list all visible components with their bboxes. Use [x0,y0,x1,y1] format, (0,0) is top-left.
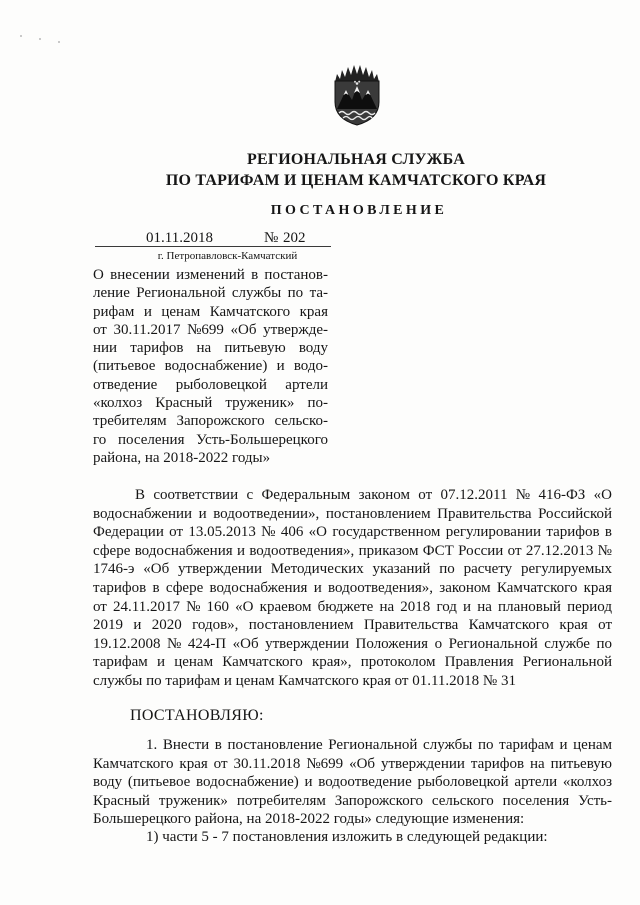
subject-line: от 30.11.2017 №699 «Об утвержде- [93,321,328,338]
preamble-paragraph [93,486,612,691]
org-name-line2: ПО ТАРИФАМ И ЦЕНАМ КАМЧАТСКОГО КРАЯ [165,172,547,189]
scan-speck [58,41,60,43]
preamble-line: 1746-э «Об утверждении Методических указаний по расчету регулируемых [93,561,612,578]
subitem-1-paragraph [93,828,612,847]
scan-speck [39,38,41,40]
item-1-line: 1. Внести в постановление Региональной службы по тарифам и ценам [146,737,612,753]
subject-line: требителям Запорожского сельско- [93,413,328,430]
item-1-line: Камчатского края от 30.11.2018 №699 «Об утверждении тарифов на питьевую [93,755,612,772]
preamble-line: 2019 и 2020 годов», постановлением Правительства Камчатского края от [93,617,612,634]
subject-line: района, на 2018-2022 годы» [93,449,271,466]
number-sign: № [264,230,279,246]
subject-line: го поселения Усть-Большерецкого [93,431,328,448]
subject-line: ление Региональной службы по та- [93,285,328,302]
issue-city: г. Петропавловск-Камчатский [157,250,298,262]
subitem-1-line: 1) части 5 - 7 постановления изложить в следующей редакции: [146,829,548,845]
subject-line: «колхоз Красный труженик» по- [93,395,328,412]
document-date: 01.11.2018 [146,230,213,246]
item-1-line: Красный труженик» потребителям Запорожского сельского поселения Усть- [93,792,612,809]
org-name-line1: РЕГИОНАЛЬНАЯ СЛУЖБА [247,151,465,168]
scan-speck [20,35,22,37]
subject-block [93,266,328,467]
subject-line: отведение рыболовецкой артели [93,376,328,393]
preamble-line: тарифам и ценам Камчатского края», протоколом Правления Региональной [93,654,612,671]
preamble-line: службы по тарифам и ценам Камчатского края от 01.11.2018 № 31 [93,672,516,689]
subject-line: рифам и ценам Камчатского края [93,303,328,320]
subject-line: нии тарифов на питьевую воду [93,340,328,357]
coat-of-arms-icon [330,62,384,126]
preamble-line: Федерации от 13.05.2013 № 406 «О государственном регулировании тарифов в [93,524,612,541]
item-1-paragraph [93,736,612,829]
preamble-line: от 24.11.2017 № 160 «О краевом бюджете на 2018 год и на плановый период [93,598,612,615]
item-1-line: воду (питьевое водоснабжение) и водоотведение рыболовецкой артели «колхоз [93,774,612,790]
resolve-heading: ПОСТАНОВЛЯЮ: [130,707,264,724]
date-underline [95,246,331,247]
document-type: ПОСТАНОВЛЕНИЕ [270,203,448,218]
preamble-line: 19.12.2008 № 424-П «Об утверждении Положения о Региональной службе по [93,635,612,652]
item-1-line: Большерецкого района, на 2018-2022 годы» следующие изменения: [93,811,525,827]
preamble-line: тарифов в сфере водоснабжения и водоотведения», законом Камчатского края [93,579,612,596]
document-number: 202 [283,230,306,246]
subject-line: (питьевое водоснабжение) и водо- [93,358,328,375]
preamble-line: сфере водоснабжения и водоотведения», приказом ФСТ России от 27.12.2013 № [93,542,612,559]
subject-line: О внесении изменений в постанов- [93,267,328,283]
preamble-line: водоснабжении и водоотведении», постановлением Правительства Российской [93,505,612,522]
preamble-line: В соответствии с Федеральным законом от 07.12.2011 № 416-ФЗ «О [135,487,612,503]
